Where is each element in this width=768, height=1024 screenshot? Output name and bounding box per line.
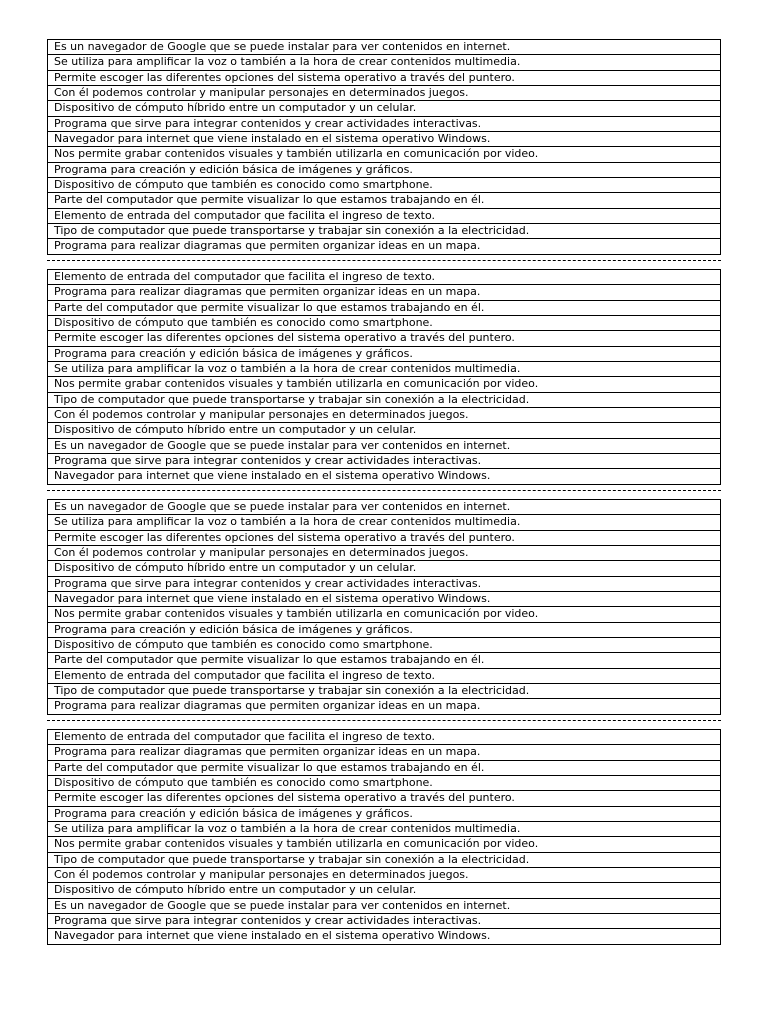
cut-line-divider (47, 490, 721, 491)
statement-cell: Parte del computador que permite visualizar lo que estamos trabajando en él. (48, 653, 721, 668)
table-row (48, 668, 721, 683)
table-row (48, 270, 721, 285)
table-row (48, 361, 721, 376)
table-row (48, 530, 721, 545)
statement-cell: Tipo de computador que puede transportarse y trabajar sin conexión a la electricidad. (48, 683, 721, 698)
table-row (48, 852, 721, 867)
table-row (48, 208, 721, 223)
table-row (48, 407, 721, 422)
table-row (48, 699, 721, 714)
table-row (48, 637, 721, 652)
statement-cell: Parte del computador que permite visualizar lo que estamos trabajando en él. (48, 193, 721, 208)
statement-cell: Programa para creación y edición básica de imágenes y gráficos. (48, 622, 721, 637)
table-row (48, 55, 721, 70)
table-row (48, 162, 721, 177)
table-row (48, 331, 721, 346)
table-row (48, 929, 721, 944)
statement-table-3 (47, 499, 721, 715)
statement-cell: Dispositivo de cómputo que también es conocido como smartphone. (48, 177, 721, 192)
statement-cell: Permite escoger las diferentes opciones del sistema operativo a través del puntero. (48, 791, 721, 806)
statement-cell: Programa que sirve para integrar contenidos y crear actividades interactivas. (48, 116, 721, 131)
statement-cell: Permite escoger las diferentes opciones del sistema operativo a través del puntero. (48, 70, 721, 85)
statement-cell: Se utiliza para amplificar la voz o también a la hora de crear contenidos multimedia. (48, 515, 721, 530)
statement-cell: Permite escoger las diferentes opciones del sistema operativo a través del puntero. (48, 331, 721, 346)
statement-cell: Se utiliza para amplificar la voz o también a la hora de crear contenidos multimedia. (48, 821, 721, 836)
statement-cell: Es un navegador de Google que se puede instalar para ver contenidos en internet. (48, 438, 721, 453)
table-row (48, 775, 721, 790)
table-row (48, 745, 721, 760)
statement-cell: Programa para creación y edición básica de imágenes y gráficos. (48, 162, 721, 177)
table-row (48, 346, 721, 361)
statement-table-2 (47, 269, 721, 485)
statement-cell: Con él podemos controlar y manipular personajes en determinados juegos. (48, 545, 721, 560)
table-row (48, 591, 721, 606)
cut-line-divider (47, 260, 721, 261)
statement-table-4 (47, 729, 721, 945)
table-row (48, 913, 721, 928)
statement-cell: Programa que sirve para integrar contenidos y crear actividades interactivas. (48, 576, 721, 591)
table-row (48, 438, 721, 453)
statement-cell: Programa para realizar diagramas que permiten organizar ideas en un mapa. (48, 699, 721, 714)
statement-cell: Es un navegador de Google que se puede instalar para ver contenidos en internet. (48, 500, 721, 515)
statement-cell: Se utiliza para amplificar la voz o también a la hora de crear contenidos multimedia. (48, 361, 721, 376)
statement-cell: Programa para creación y edición básica de imágenes y gráficos. (48, 806, 721, 821)
table-row (48, 500, 721, 515)
table-row (48, 515, 721, 530)
table-row (48, 837, 721, 852)
table-row (48, 377, 721, 392)
table-row (48, 147, 721, 162)
table-row (48, 300, 721, 315)
statement-cell: Dispositivo de cómputo híbrido entre un computador y un celular. (48, 423, 721, 438)
table-row (48, 239, 721, 254)
statement-cell: Con él podemos controlar y manipular personajes en determinados juegos. (48, 85, 721, 100)
table-row (48, 730, 721, 745)
statement-cell: Tipo de computador que puede transportarse y trabajar sin conexión a la electricidad. (48, 852, 721, 867)
statement-cell: Navegador para internet que viene instalado en el sistema operativo Windows. (48, 131, 721, 146)
table-row (48, 545, 721, 560)
statement-cell: Elemento de entrada del computador que facilita el ingreso de texto. (48, 270, 721, 285)
table-row (48, 315, 721, 330)
table-row (48, 469, 721, 484)
table-row (48, 867, 721, 882)
table-row (48, 40, 721, 55)
statement-cell: Programa para realizar diagramas que permiten organizar ideas en un mapa. (48, 239, 721, 254)
statement-cell: Nos permite grabar contenidos visuales y también utilizarla en comunicación por video. (48, 377, 721, 392)
statement-cell: Nos permite grabar contenidos visuales y también utilizarla en comunicación por video. (48, 837, 721, 852)
statement-cell: Programa que sirve para integrar contenidos y crear actividades interactivas. (48, 453, 721, 468)
statement-cell: Con él podemos controlar y manipular personajes en determinados juegos. (48, 407, 721, 422)
statement-cell: Programa para creación y edición básica de imágenes y gráficos. (48, 346, 721, 361)
table-row (48, 821, 721, 836)
statement-cell: Elemento de entrada del computador que facilita el ingreso de texto. (48, 208, 721, 223)
table-row (48, 683, 721, 698)
statement-cell: Parte del computador que permite visualizar lo que estamos trabajando en él. (48, 300, 721, 315)
statement-cell: Es un navegador de Google que se puede instalar para ver contenidos en internet. (48, 898, 721, 913)
statement-cell: Programa para realizar diagramas que permiten organizar ideas en un mapa. (48, 745, 721, 760)
statement-cell: Dispositivo de cómputo híbrido entre un computador y un celular. (48, 561, 721, 576)
statement-table-1 (47, 39, 721, 255)
table-row (48, 883, 721, 898)
table-row (48, 131, 721, 146)
table-row (48, 561, 721, 576)
statement-cell: Programa para realizar diagramas que permiten organizar ideas en un mapa. (48, 285, 721, 300)
table-row (48, 70, 721, 85)
table-row (48, 177, 721, 192)
statement-cell: Es un navegador de Google que se puede instalar para ver contenidos en internet. (48, 40, 721, 55)
statement-cell: Dispositivo de cómputo híbrido entre un computador y un celular. (48, 101, 721, 116)
statement-cell: Programa que sirve para integrar contenidos y crear actividades interactivas. (48, 913, 721, 928)
table-row (48, 285, 721, 300)
statement-cell: Tipo de computador que puede transportarse y trabajar sin conexión a la electricidad. (48, 392, 721, 407)
statement-cell: Dispositivo de cómputo que también es conocido como smartphone. (48, 315, 721, 330)
statement-cell: Nos permite grabar contenidos visuales y también utilizarla en comunicación por video. (48, 607, 721, 622)
statement-cell: Navegador para internet que viene instalado en el sistema operativo Windows. (48, 591, 721, 606)
table-row (48, 85, 721, 100)
statement-cell: Dispositivo de cómputo que también es conocido como smartphone. (48, 775, 721, 790)
table-row (48, 898, 721, 913)
table-row (48, 760, 721, 775)
table-row (48, 116, 721, 131)
table-row (48, 101, 721, 116)
statement-cell: Se utiliza para amplificar la voz o también a la hora de crear contenidos multimedia. (48, 55, 721, 70)
statement-cell: Navegador para internet que viene instalado en el sistema operativo Windows. (48, 929, 721, 944)
statement-cell: Parte del computador que permite visualizar lo que estamos trabajando en él. (48, 760, 721, 775)
statement-cell: Con él podemos controlar y manipular personajes en determinados juegos. (48, 867, 721, 882)
statement-cell: Dispositivo de cómputo híbrido entre un computador y un celular. (48, 883, 721, 898)
table-row (48, 607, 721, 622)
statement-cell: Navegador para internet que viene instalado en el sistema operativo Windows. (48, 469, 721, 484)
table-row (48, 791, 721, 806)
table-row (48, 193, 721, 208)
table-row (48, 622, 721, 637)
statement-cell: Permite escoger las diferentes opciones del sistema operativo a través del puntero. (48, 530, 721, 545)
statement-cell: Elemento de entrada del computador que facilita el ingreso de texto. (48, 668, 721, 683)
statement-cell: Dispositivo de cómputo que también es conocido como smartphone. (48, 637, 721, 652)
statement-cell: Elemento de entrada del computador que facilita el ingreso de texto. (48, 730, 721, 745)
table-row (48, 392, 721, 407)
cut-line-divider (47, 720, 721, 721)
table-row (48, 576, 721, 591)
statement-cell: Nos permite grabar contenidos visuales y también utilizarla en comunicación por video. (48, 147, 721, 162)
table-row (48, 423, 721, 438)
table-row (48, 806, 721, 821)
table-row (48, 453, 721, 468)
table-row (48, 653, 721, 668)
table-row (48, 223, 721, 238)
statement-cell: Tipo de computador que puede transportarse y trabajar sin conexión a la electricidad. (48, 223, 721, 238)
